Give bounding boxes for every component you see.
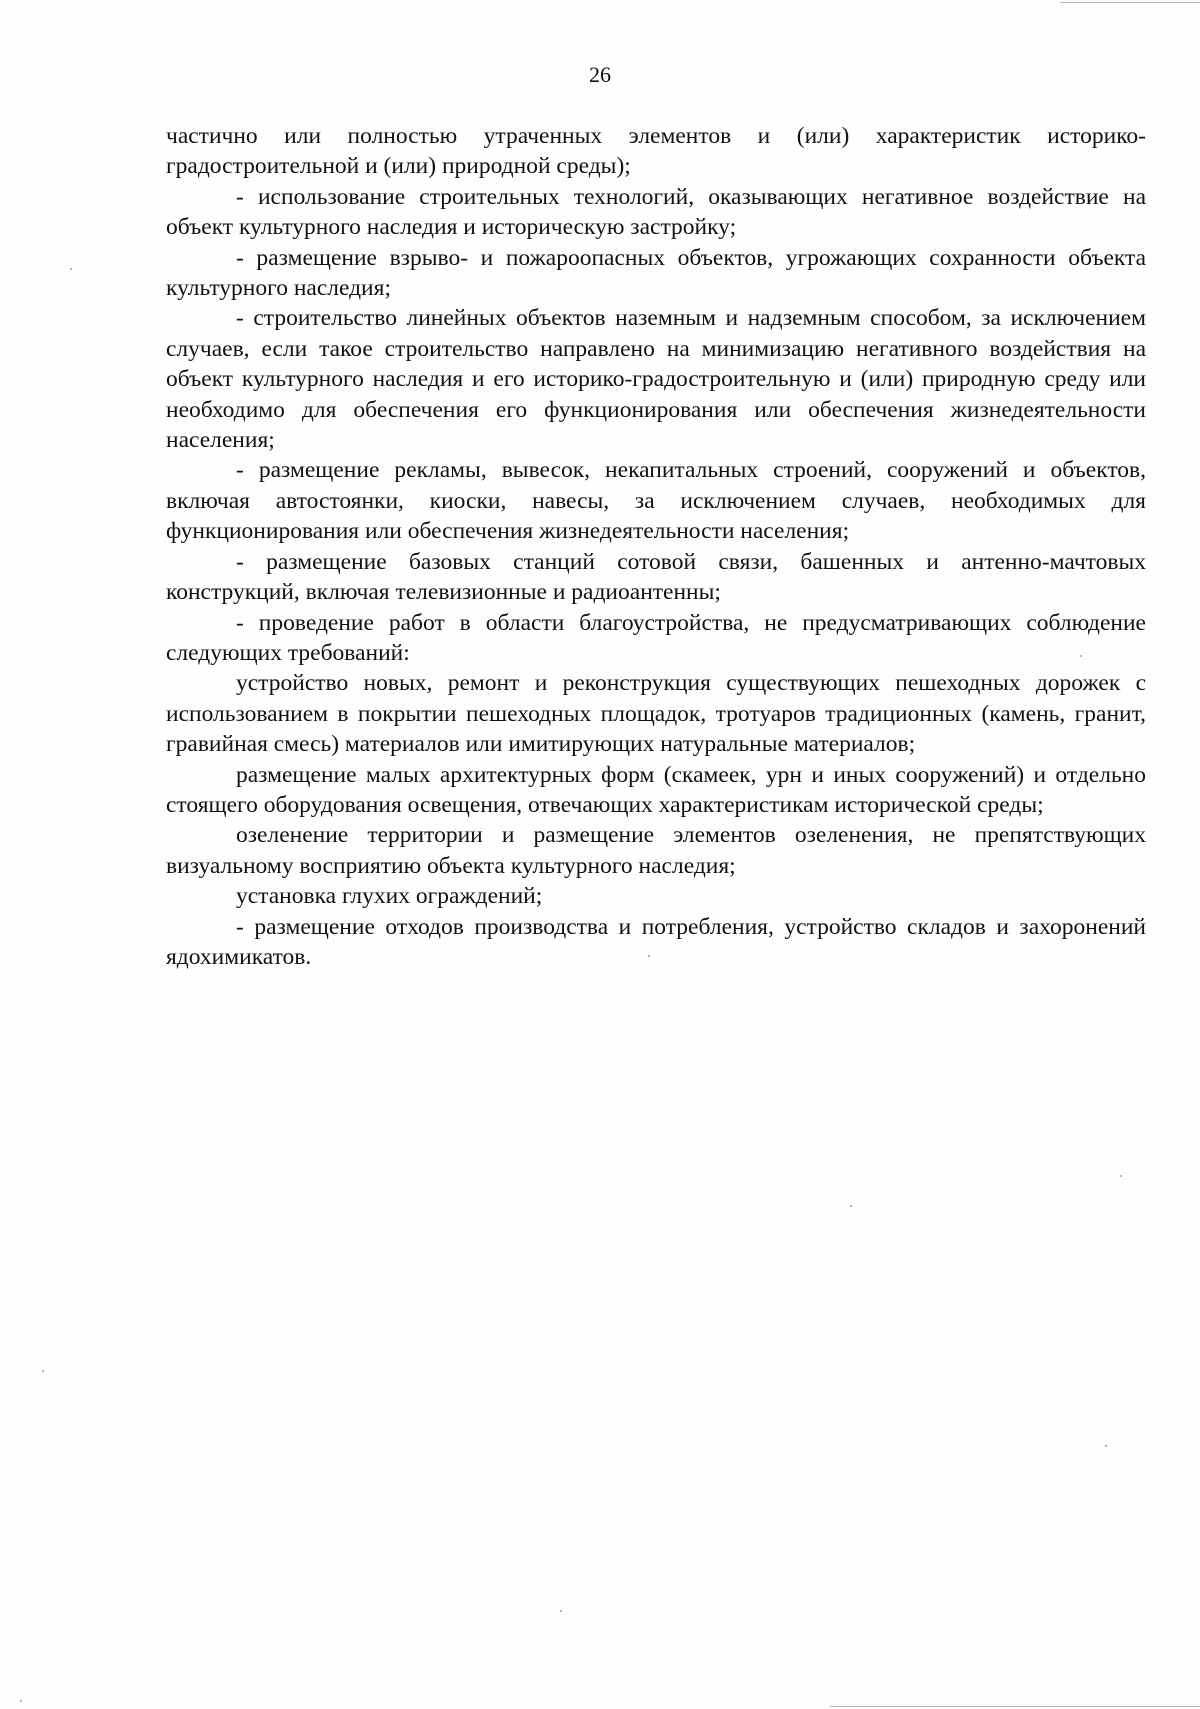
paragraph: частично или полностью утраченных элементов и (или) характеристик историко-градостроительной и (или) природной среды); [166,123,1146,180]
paragraph: - размещение взрыво- и пожароопасных объектов, угрожающих сохранности объекта культурного наследия; [166,244,1146,302]
scan-speck [1080,655,1082,657]
paragraph: - размещение базовых станций сотовой связи, башенных и антенно-мачтовых конструкций, включая телевизионные и радиоантенны; [166,548,1146,606]
paragraph: устройство новых, ремонт и реконструкция существующих пешеходных дорожек с использованием в покрытии пешеходных площадок, тротуаров традиционных (камень, гранит, гравийная смесь) материалов или имитирующих натуральные материалов; [166,670,1146,758]
scan-edge-line [830,1706,1200,1707]
scan-speck [1105,1445,1107,1447]
paragraph: - размещение рекламы, вывесок, некапитальных строений, сооружений и объектов, включая автостоянки, киоски, навесы, за исключением случаев, необходимых для функционирования или обеспечения жизнедеятельности населения; [166,457,1146,545]
paragraph: - использование строительных технологий, оказывающих негативное воздействие на объект культурного наследия и историческую застройку; [166,183,1146,241]
scan-speck [850,1205,852,1207]
scan-speck [560,1610,562,1612]
paragraph: - проведение работ в области благоустройства, не предусматривающих соблюдение следующих требований: [166,609,1146,666]
scan-speck [1120,1175,1122,1177]
paragraph: размещение малых архитектурных форм (скамеек, урн и иных сооружений) и отдельно стоящего оборудования освещения, отвечающих характеристикам исторической среды; [166,761,1146,818]
paragraph: озеленение территории и размещение элементов озеленения, не препятствующих визуальному восприятию объекта культурного наследия; [166,822,1146,879]
paragraph: - размещение отходов производства и потребления, устройство складов и захоронений ядохимикатов. [166,913,1146,970]
scan-speck [42,1370,44,1372]
scan-edge-line [1060,2,1200,3]
page-number: 26 [589,62,611,87]
paragraph: - строительство линейных объектов наземным и надземным способом, за исключением случаев, если такое строительство направлено на минимизацию негативного воздействия на объект культурного наследия и его историко-градостроительную и (или) природную среду или необходимо для обеспечения его функционирования или обеспечения жизнедеятельности населения; [166,305,1146,454]
paragraph: установка глухих ограждений; [236,883,543,910]
scan-speck [70,268,72,270]
body-text [166,121,1146,972]
scan-speck [648,955,650,957]
scan-speck [20,1700,22,1702]
